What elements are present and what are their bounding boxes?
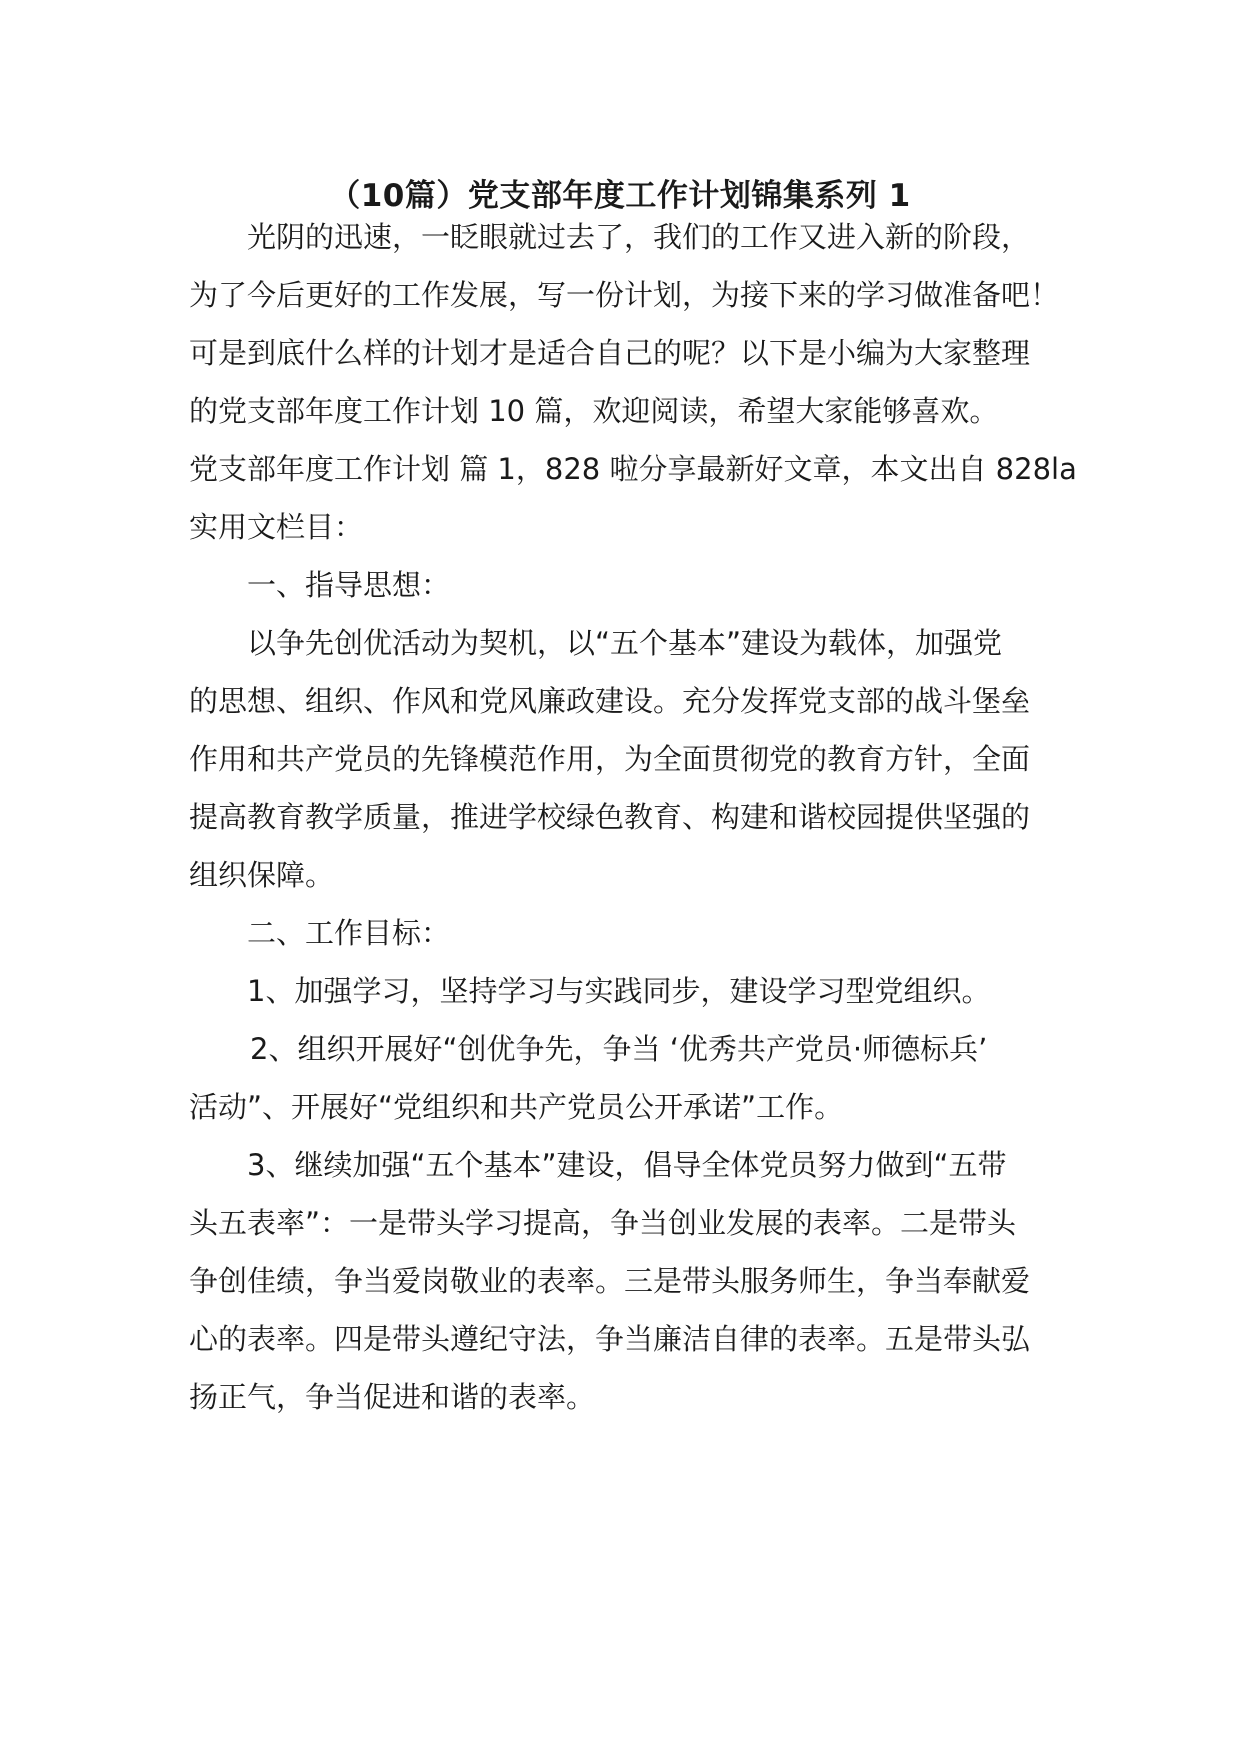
section-heading: 一、指导思想： bbox=[247, 568, 451, 602]
paragraph-line: 心的表率。四是带头遵纪守法，争当廉洁自律的表率。五是带头弘 bbox=[189, 1322, 1031, 1356]
list-item: 2、组织开展好“创优争先，争当 ‘优秀共产党员·师德标兵’ bbox=[250, 1032, 988, 1066]
section-heading: 二、工作目标： bbox=[247, 916, 451, 950]
paragraph-line: 头五表率”：一是带头学习提高，争当创业发展的表率。二是带头 bbox=[189, 1206, 1017, 1240]
document-title: （10篇）党支部年度工作计划锦集系列 1 bbox=[329, 178, 911, 214]
paragraph-line: 活动”、开展好“党组织和共产党员公开承诺”工作。 bbox=[189, 1090, 844, 1124]
paragraph-line: 光阴的迅速，一眨眼就过去了，我们的工作又进入新的阶段， bbox=[247, 220, 1031, 254]
paragraph-line: 党支部年度工作计划 篇 1，828 啦分享最新好文章，本文出自 828la bbox=[189, 452, 1077, 486]
paragraph-line: 扬正气，争当促进和谐的表率。 bbox=[189, 1380, 596, 1414]
paragraph-line: 可是到底什么样的计划才是适合自己的呢？以下是小编为大家整理 bbox=[189, 336, 1031, 370]
paragraph-line: 以争先创优活动为契机，以“五个基本”建设为载体，加强党 bbox=[247, 626, 1003, 660]
paragraph-line: 为了今后更好的工作发展，写一份计划，为接下来的学习做准备吧！ bbox=[189, 278, 1060, 312]
list-item: 3、继续加强“五个基本”建设，倡导全体党员努力做到“五带 bbox=[247, 1148, 1007, 1182]
paragraph-line: 实用文栏目： bbox=[189, 510, 364, 544]
paragraph-line: 的思想、组织、作风和党风廉政建设。充分发挥党支部的战斗堡垒 bbox=[189, 684, 1031, 718]
paragraph-line: 提高教育教学质量，推进学校绿色教育、构建和谐校园提供坚强的 bbox=[189, 800, 1031, 834]
paragraph-line: 的党支部年度工作计划 10 篇，欢迎阅读，希望大家能够喜欢。 bbox=[189, 394, 999, 428]
paragraph-line: 争创佳绩，争当爱岗敬业的表率。三是带头服务师生，争当奉献爱 bbox=[189, 1264, 1031, 1298]
paragraph-line: 组织保障。 bbox=[189, 858, 335, 892]
paragraph-line: 作用和共产党员的先锋模范作用，为全面贯彻党的教育方针，全面 bbox=[189, 742, 1031, 776]
list-item: 1、加强学习，坚持学习与实践同步，建设学习型党组织。 bbox=[247, 974, 991, 1008]
